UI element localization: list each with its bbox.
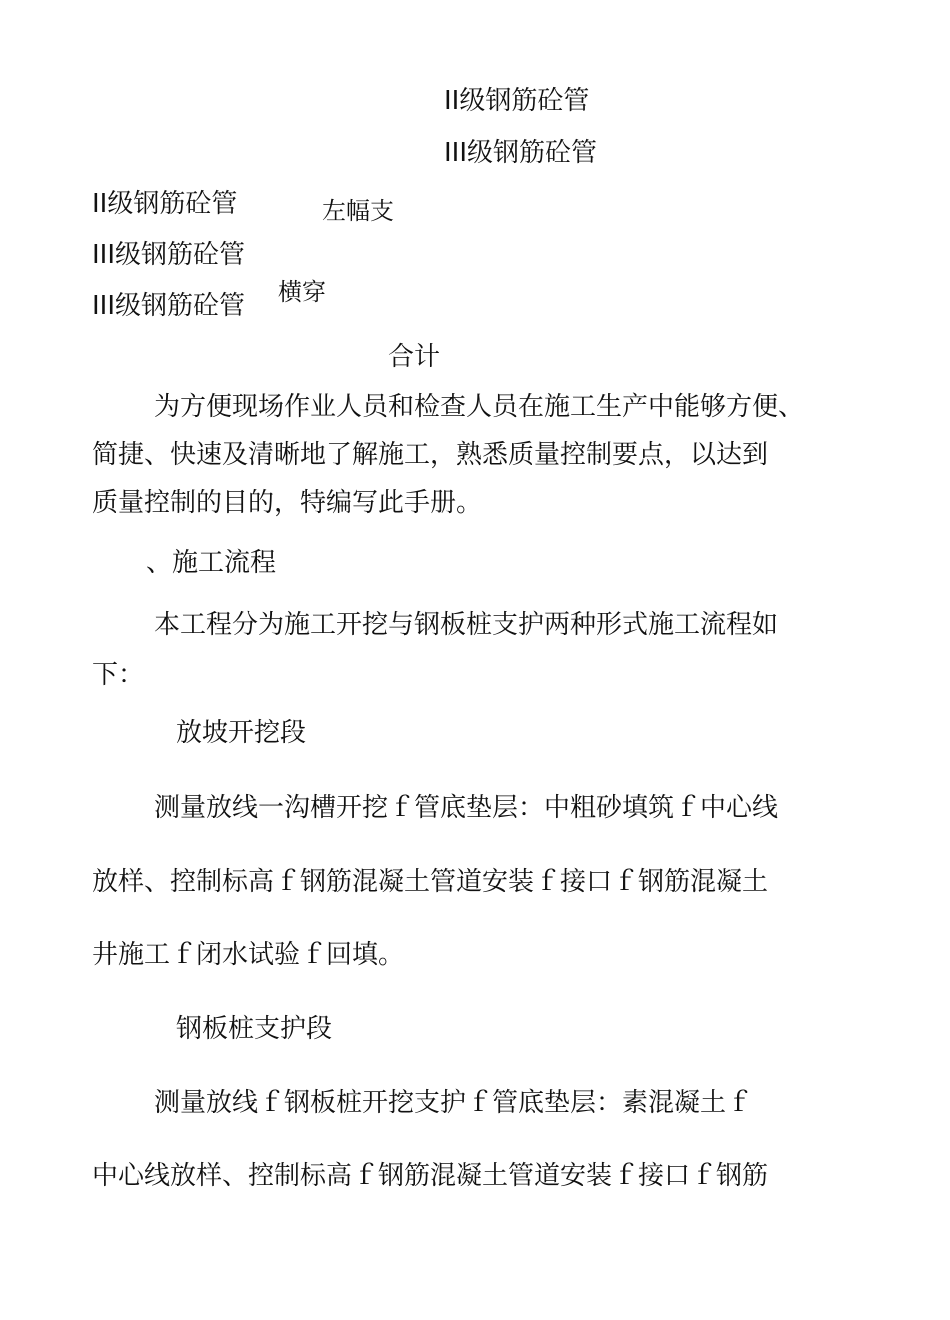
table-cell-cut-text-1: 左幅支 [322,197,394,225]
flow-2-line-1: 测量放线ｆ钢板桩开挖支护ｆ管底垫层：素混凝土ｆ [154,1088,753,1118]
flow-1-line-3: 井施工ｆ闭水试验ｆ回填。 [92,940,405,970]
intro-paragraph-line-3: 质量控制的目的，特编写此手册。 [92,488,483,518]
flow-1-line-1: 测量放线一沟槽开挖ｆ管底垫层：中粗砂填筑ｆ中心线 [154,793,779,823]
table-cell-pipe-class-iii: III级钢筋砼管 [444,138,598,168]
section-heading: 、施工流程 [146,548,277,578]
flow-2-line-2: 中心线放样、控制标高ｆ钢筋混凝土管道安装ｆ接口ｆ钢筋 [92,1161,769,1191]
process-intro-line-1: 本工程分为施工开挖与钢板桩支护两种形式施工流程如 [154,610,779,640]
table-total-label: 合计 [388,342,441,372]
process-intro-line-2: 下： [92,660,145,690]
table-cell-pipe-class-iii-left-2: III级钢筋砼管 [92,291,246,321]
intro-paragraph-line-2: 简捷、快速及清晰地了解施工，熟悉质量控制要点，以达到 [92,440,769,470]
subsection-title-sheet-pile: 钢板桩支护段 [176,1014,333,1044]
table-cell-cut-text-2: 横穿 [278,278,326,306]
table-cell-pipe-class-iii-left-1: III级钢筋砼管 [92,240,246,270]
subsection-title-slope-excavation: 放坡开挖段 [176,718,307,748]
table-cell-pipe-class-ii-left: II级钢筋砼管 [92,189,238,219]
table-cell-pipe-class-ii: II级钢筋砼管 [444,86,590,116]
flow-1-line-2: 放样、控制标高ｆ钢筋混凝土管道安装ｆ接口ｆ钢筋混凝土 [92,867,769,897]
intro-paragraph-line-1: 为方便现场作业人员和检查人员在施工生产中能够方便、 [154,392,805,422]
